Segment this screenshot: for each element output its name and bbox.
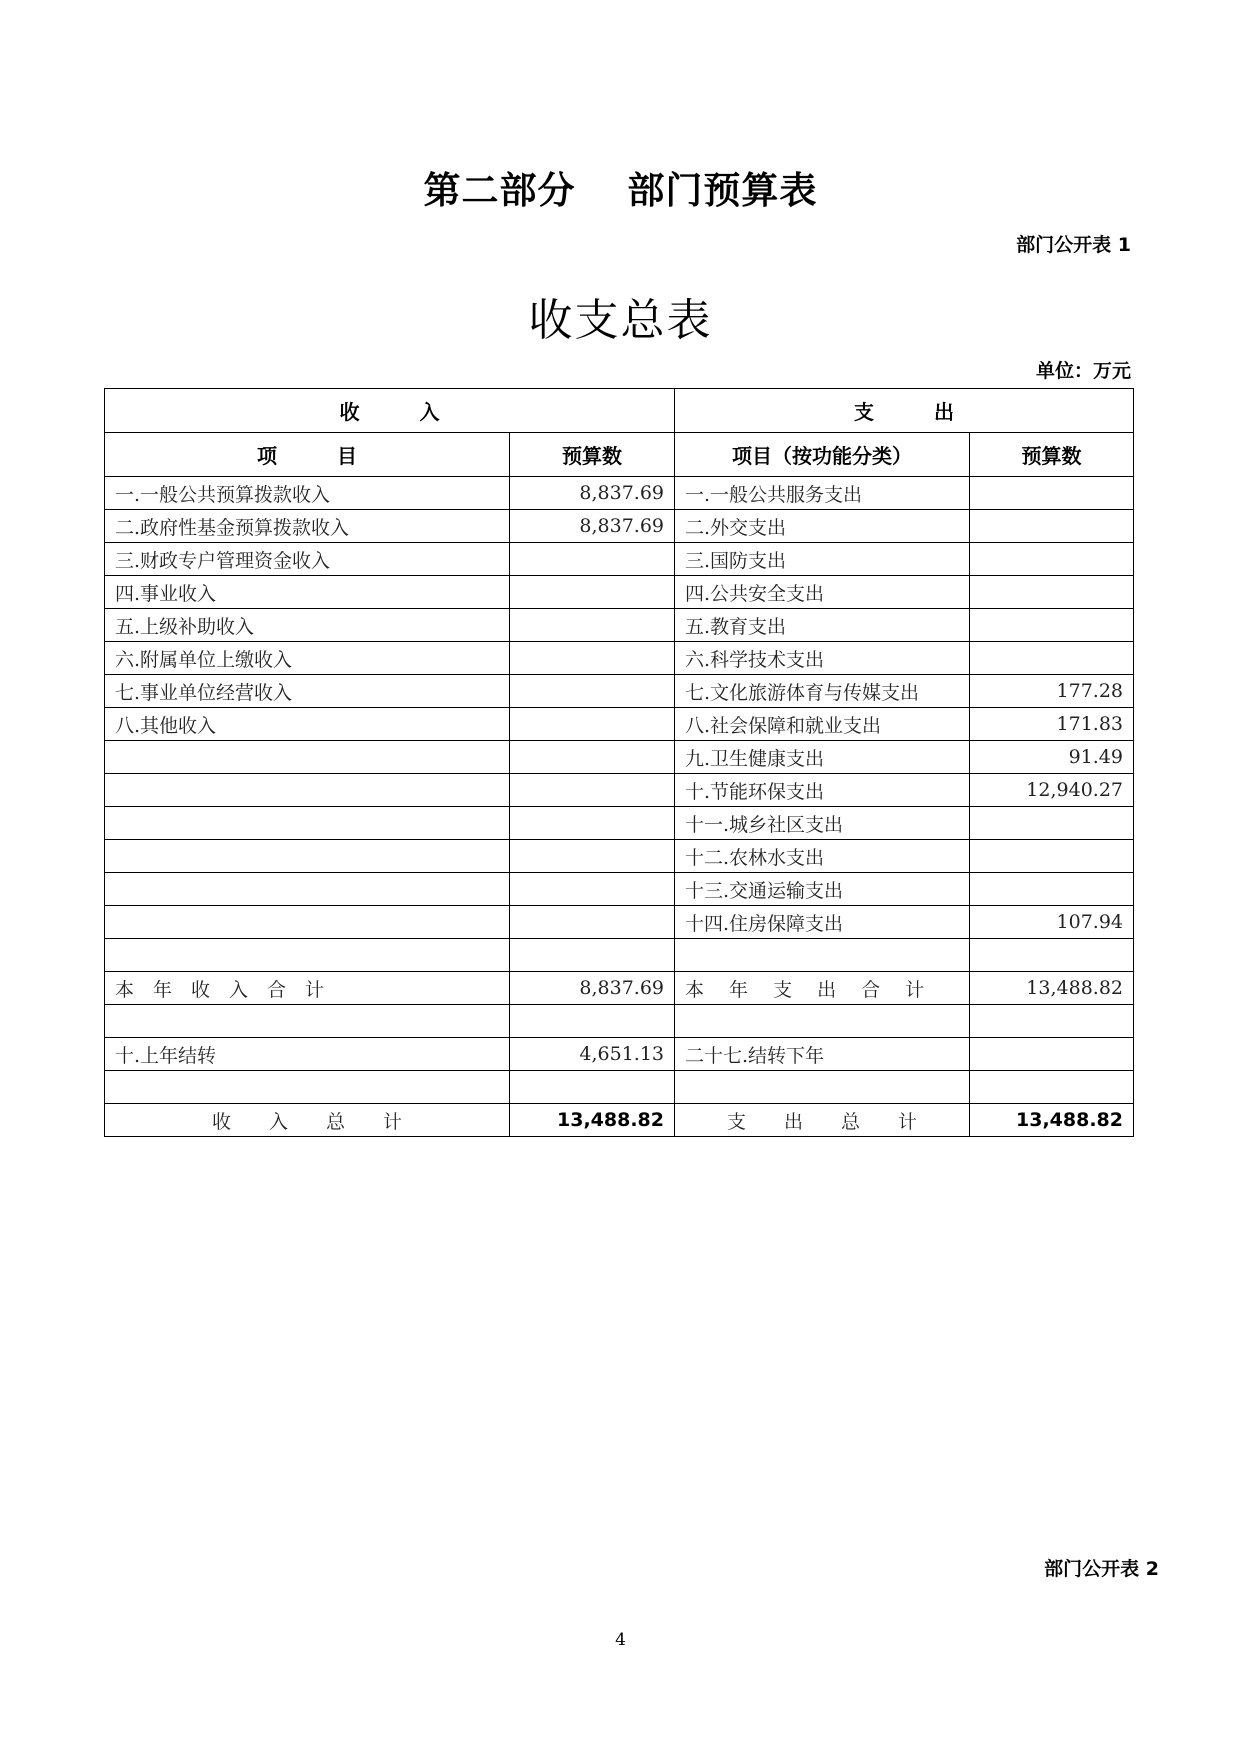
income-item [105,807,510,840]
income-item [105,774,510,807]
carry-to-next-year-amount [970,1038,1134,1071]
table-row [105,708,1134,741]
income-item: 七.事业单位经营收入 [105,675,510,708]
expense-amount: 107.94 [970,906,1134,939]
expense-item: 二.外交支出 [675,510,970,543]
income-grand-total-amount: 13,488.82 [510,1104,675,1137]
income-amount [510,939,675,972]
income-item: 四.事业收入 [105,576,510,609]
expense-item: 十二.农林水支出 [675,840,970,873]
income-grand-total-label: 收 入 总 计 [105,1104,510,1137]
income-amount [510,906,675,939]
expense-amount [970,477,1134,510]
income-item: 六.附属单位上缴收入 [105,642,510,675]
table-row [105,477,1134,510]
income-amount [510,675,675,708]
expense-item: 九.卫生健康支出 [675,741,970,774]
expense-item: 八.社会保障和就业支出 [675,708,970,741]
unit-label: 单位：万元 [1035,360,1131,382]
form-number-top: 部门公开表 1 [1016,234,1131,256]
income-item: 三.财政专户管理资金收入 [105,543,510,576]
income-amount: 8,837.69 [510,510,675,543]
carry-over-row [105,1038,1134,1071]
prior-year-carryover-label: 十.上年结转 [105,1038,510,1071]
expense-amount [970,576,1134,609]
income-amount [510,576,675,609]
income-item [105,873,510,906]
table-row [105,675,1134,708]
budget-summary-table [104,388,1134,1137]
expense-amount: 91.49 [970,741,1134,774]
column-header-row [105,433,1134,477]
income-item-header: 项 目 [105,433,510,477]
expense-amount: 177.28 [970,675,1134,708]
year-expense-total-label: 本 年 支 出 合 计 [675,972,970,1005]
table-row [105,774,1134,807]
expense-section-header: 支 出 [675,389,1134,433]
table-row [105,840,1134,873]
income-item [105,741,510,774]
year-expense-total-amount: 13,488.82 [970,972,1134,1005]
expense-item: 十三.交通运输支出 [675,873,970,906]
empty-cell [510,1005,675,1038]
expense-item: 七.文化旅游体育与传媒支出 [675,675,970,708]
expense-amount [970,609,1134,642]
expense-item: 五.教育支出 [675,609,970,642]
table-row [105,543,1134,576]
expense-item-header: 项目（按功能分类） [675,433,970,477]
expense-amount [970,510,1134,543]
expense-item: 四.公共安全支出 [675,576,970,609]
table-row [105,906,1134,939]
page-number: 4 [615,1630,626,1650]
expense-amount [970,642,1134,675]
empty-cell [105,1071,510,1104]
expense-amount [970,543,1134,576]
expense-amount [970,807,1134,840]
table-row [105,642,1134,675]
expense-item [675,939,970,972]
income-amount [510,873,675,906]
income-item: 一.一般公共预算拨款收入 [105,477,510,510]
expense-grand-total-label: 支 出 总 计 [675,1104,970,1137]
empty-cell [675,1005,970,1038]
income-item [105,840,510,873]
expense-amount: 12,940.27 [970,774,1134,807]
empty-cell [970,1071,1134,1104]
expense-amount [970,939,1134,972]
grand-total-row [105,1104,1134,1137]
income-item: 五.上级补助收入 [105,609,510,642]
income-item: 二.政府性基金预算拨款收入 [105,510,510,543]
income-amount [510,609,675,642]
table-title: 收支总表 [528,295,713,346]
form-number-bottom: 部门公开表 2 [1044,1558,1159,1580]
table-row [105,873,1134,906]
income-amount [510,807,675,840]
income-amount [510,642,675,675]
expense-item: 十.节能环保支出 [675,774,970,807]
year-income-total-label: 本 年 收 入 合 计 [105,972,510,1005]
income-amount [510,840,675,873]
expense-amount [970,873,1134,906]
expense-grand-total-amount: 13,488.82 [970,1104,1134,1137]
income-item [105,939,510,972]
expense-item: 一.一般公共服务支出 [675,477,970,510]
carry-to-next-year-label: 二十七.结转下年 [675,1038,970,1071]
expense-amount [970,840,1134,873]
table-row [105,576,1134,609]
income-item: 八.其他收入 [105,708,510,741]
year-income-total-amount: 8,837.69 [510,972,675,1005]
table-row [105,609,1134,642]
empty-cell [675,1071,970,1104]
expense-amount: 171.83 [970,708,1134,741]
table-row [105,510,1134,543]
table-row [105,807,1134,840]
income-item [105,906,510,939]
empty-cell [105,1005,510,1038]
section-header-row [105,389,1134,433]
year-total-row [105,972,1134,1005]
income-amount [510,741,675,774]
expense-item: 三.国防支出 [675,543,970,576]
income-section-header: 收 入 [105,389,675,433]
empty-cell [510,1071,675,1104]
expense-item: 十四.住房保障支出 [675,906,970,939]
table-row [105,1071,1134,1104]
income-amount [510,774,675,807]
table-row [105,1005,1134,1038]
income-amount-header: 预算数 [510,433,675,477]
table-row [105,741,1134,774]
expense-amount-header: 预算数 [970,433,1134,477]
table-row [105,939,1134,972]
expense-item: 六.科学技术支出 [675,642,970,675]
empty-cell [970,1005,1134,1038]
income-amount [510,543,675,576]
income-amount: 8,837.69 [510,477,675,510]
expense-item: 十一.城乡社区支出 [675,807,970,840]
part-title: 第二部分 部门预算表 [423,169,818,212]
income-amount [510,708,675,741]
prior-year-carryover-amount: 4,651.13 [510,1038,675,1071]
